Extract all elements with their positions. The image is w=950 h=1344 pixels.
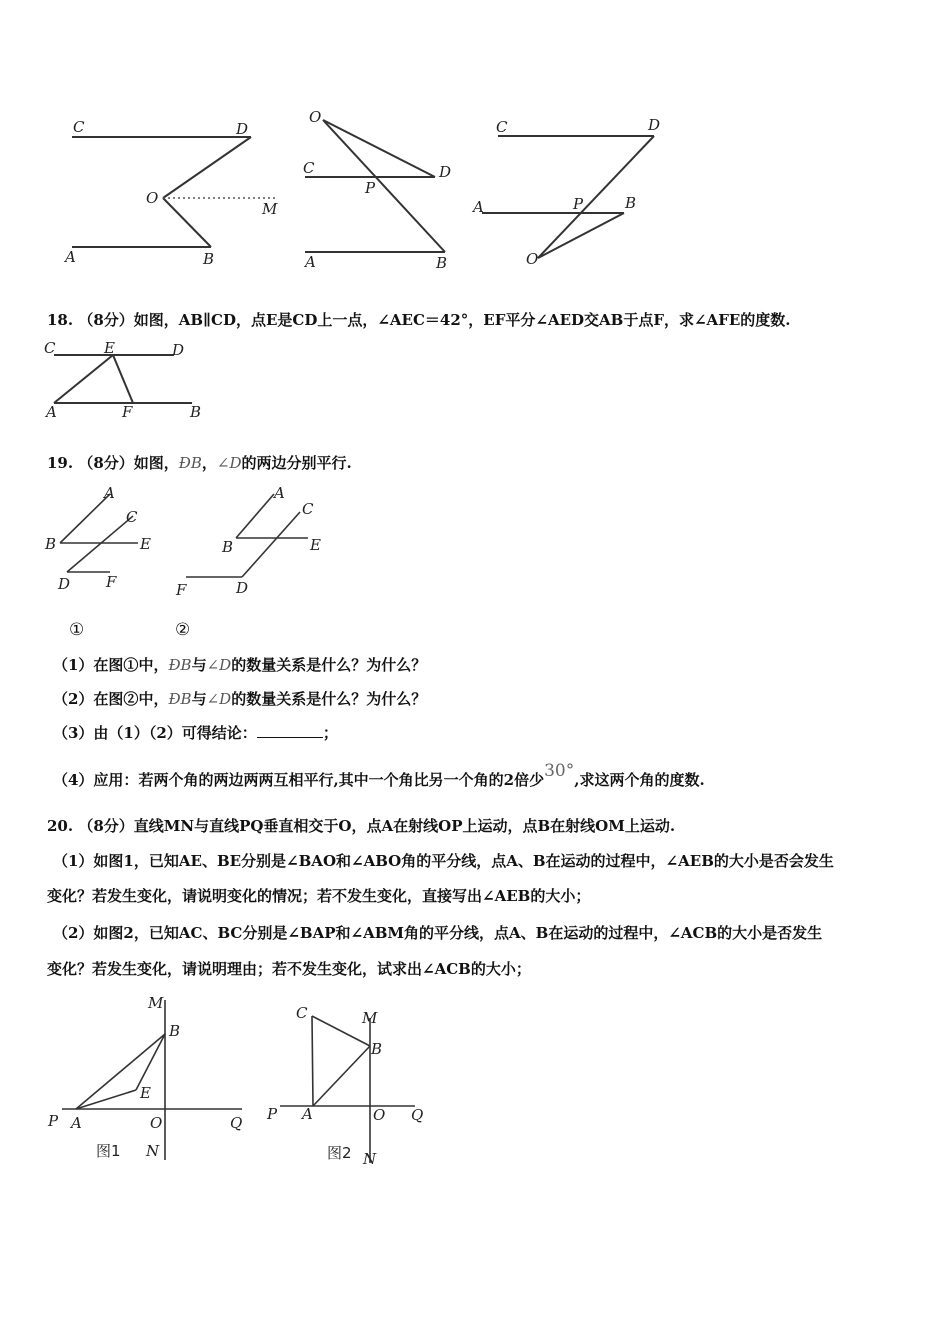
label-M: M (262, 200, 278, 218)
q17-figure-2 (295, 105, 465, 275)
part1-question: 的数量关系是什么？为什么？ (231, 656, 427, 674)
q19-part-1 (53, 655, 426, 675)
figure-mark-2: ② (175, 620, 191, 640)
angle-d-symbol: ∠D (216, 454, 242, 472)
label-A: A (473, 198, 484, 216)
angle-d-symbol: ∠D (206, 690, 232, 708)
label-E: E (310, 536, 321, 554)
q19-head: 19. （8分）如图， (47, 454, 179, 472)
label-E: E (104, 339, 115, 357)
label-Q: Q (230, 1114, 243, 1132)
label-C: C (44, 339, 56, 357)
label-O: O (146, 189, 159, 207)
figure-caption: 图2 (327, 1144, 352, 1162)
q17-figure-1 (55, 110, 295, 280)
angle-d-symbol: ∠D (206, 656, 232, 674)
q20-part-1a: （1）如图1，已知AE、BE分别是∠BAO和∠ABO角的平分线，点A、B在运动的过程中，∠AEB的大小是否会发生 (53, 852, 834, 870)
and-word: 与 (191, 690, 207, 708)
label-O: O (373, 1106, 386, 1124)
label-D: D (172, 341, 185, 359)
q20-part-1b: 变化？若发生变化，请说明变化的情况；若不发生变化，直接写出∠AEB的大小； (47, 887, 591, 905)
part2-prefix: （2）在图②中， (53, 690, 169, 708)
part2-question: 的数量关系是什么？为什么？ (231, 690, 427, 708)
label-C: C (302, 500, 314, 518)
part1-prefix: （1）在图①中， (53, 656, 169, 674)
answer-blank[interactable] (257, 723, 323, 738)
label-Q: Q (411, 1106, 424, 1124)
label-C: C (126, 508, 138, 526)
label-P: P (573, 195, 584, 213)
label-C: C (296, 1004, 308, 1022)
q19-text (47, 453, 352, 473)
label-B: B (190, 403, 202, 421)
label-F: F (122, 403, 133, 421)
label-F: F (176, 581, 187, 599)
label-M: M (362, 1009, 378, 1027)
label-O: O (309, 108, 322, 126)
label-C: C (496, 118, 508, 136)
part4-suffix: ,求这两个角的度数. (574, 771, 705, 789)
q20-figure-1 (40, 992, 255, 1167)
label-B: B (625, 194, 637, 212)
label-A: A (305, 253, 316, 271)
label-A: A (65, 248, 76, 266)
label-D: D (236, 579, 249, 597)
label-B: B (169, 1022, 181, 1040)
q20-part-2a: （2）如图2，已知AC、BC分别是∠BAP和∠ABM角的平分线，点A、B在运动的过程中，∠ACB的大小是否发生 (53, 924, 823, 942)
label-C: C (73, 118, 85, 136)
label-A: A (71, 1114, 82, 1132)
angle-b-symbol: ÐB (178, 454, 202, 472)
q18-text: 18. （8分）如图，AB∥CD，点E是CD上一点，∠AEC＝42°，EF平分∠AED交AB于点F，求∠AFE的度数. (47, 311, 791, 329)
label-D: D (58, 575, 71, 593)
q17-figure-3 (470, 110, 680, 275)
q19-part-2 (53, 689, 426, 709)
part3-end: ； (322, 724, 338, 742)
q20-figure-2 (260, 998, 435, 1173)
label-P: P (365, 179, 376, 197)
figure-mark-1: ① (69, 620, 85, 640)
q19-part-4 (53, 761, 705, 790)
label-M: M (148, 994, 164, 1012)
label-E: E (140, 535, 151, 553)
q19-figure-1 (40, 480, 170, 595)
label-A: A (274, 484, 285, 502)
q19-sep: ， (201, 454, 217, 472)
angle-b-symbol: ÐB (168, 656, 192, 674)
label-F: F (106, 573, 117, 591)
label-A: A (302, 1105, 313, 1123)
q18-figure (40, 338, 220, 423)
label-B: B (203, 250, 215, 268)
part3-prompt: （3）由（1）（2）可得结论： (53, 724, 257, 742)
figure-caption: 图1 (96, 1142, 121, 1160)
label-O: O (526, 250, 539, 268)
label-N: N (363, 1150, 377, 1168)
q19-part-3 (53, 723, 338, 743)
q20-part-2b: 变化？若发生变化，请说明理由；若不发生变化，试求出∠ACB的大小； (47, 960, 531, 978)
label-O: O (150, 1114, 163, 1132)
label-P: P (267, 1105, 278, 1123)
thirty-degrees: 30° (544, 761, 575, 781)
and-word: 与 (191, 656, 207, 674)
q20-text: 20. （8分）直线MN与直线PQ垂直相交于O，点A在射线OP上运动，点B在射线OM上运动. (47, 817, 676, 835)
label-D: D (236, 120, 249, 138)
label-N: N (146, 1142, 160, 1160)
label-D: D (648, 116, 661, 134)
label-B: B (45, 535, 57, 553)
q19-figure-2 (170, 480, 330, 600)
q19-tail: 的两边分别平行. (241, 454, 352, 472)
label-D: D (439, 163, 452, 181)
label-B: B (436, 254, 448, 272)
part4-prefix: （4）应用：若两个角的两边两两互相平行,其中一个角比另一个角的2倍少 (53, 771, 545, 789)
label-B: B (371, 1040, 383, 1058)
label-B: B (222, 538, 234, 556)
label-A: A (46, 403, 57, 421)
label-P: P (48, 1112, 59, 1130)
label-A: A (104, 484, 115, 502)
label-E: E (140, 1084, 151, 1102)
angle-b-symbol: ÐB (168, 690, 192, 708)
label-C: C (303, 159, 315, 177)
